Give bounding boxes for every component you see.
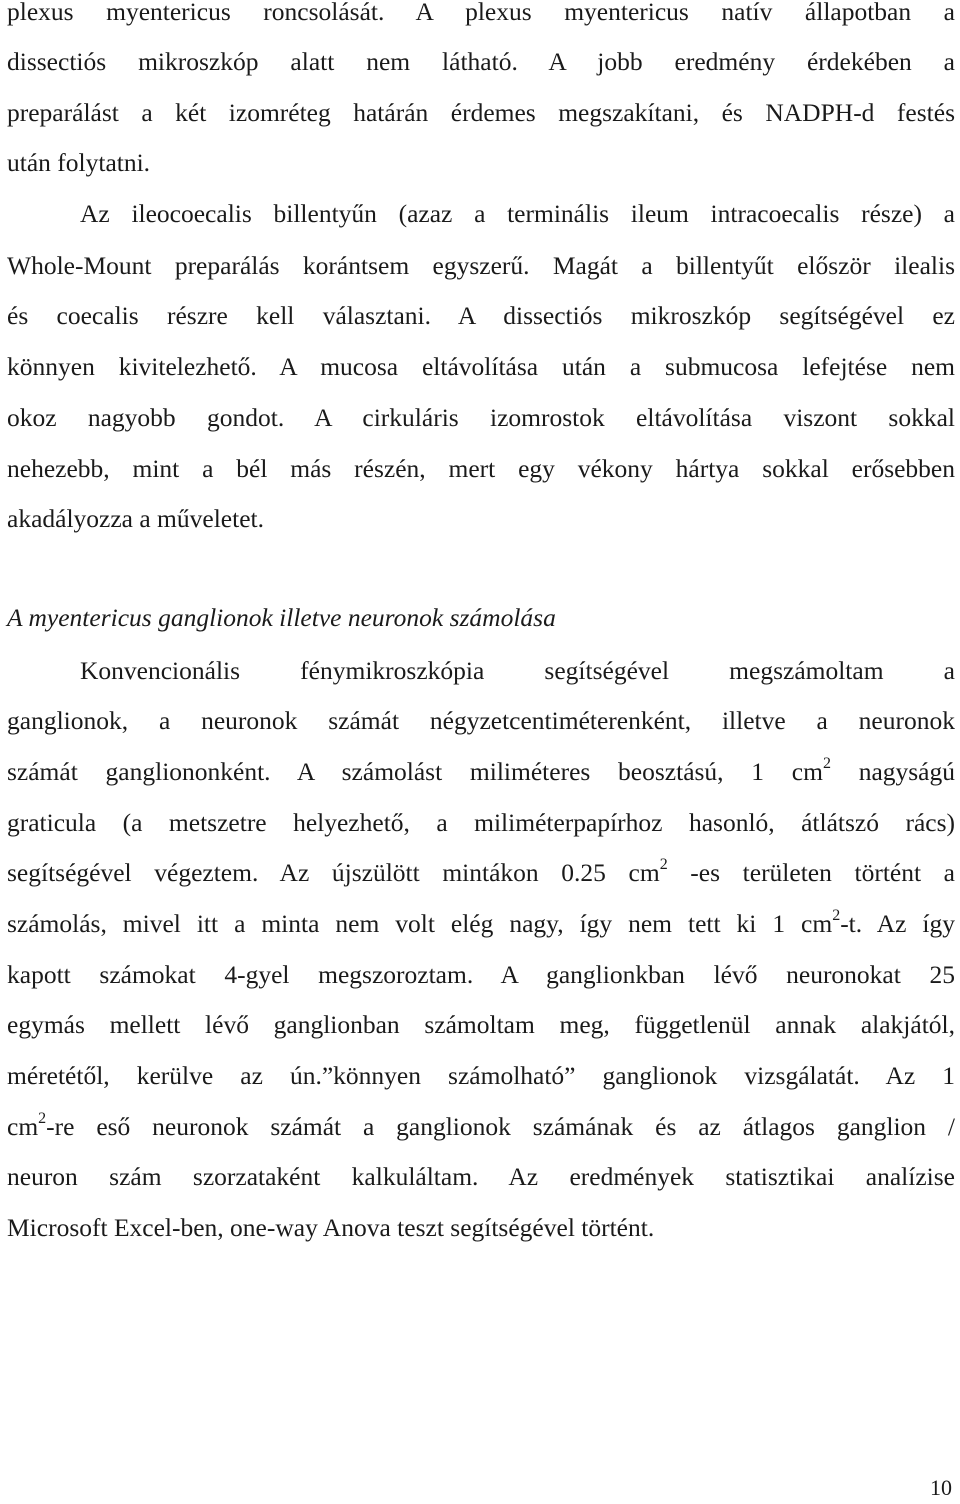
text-line: preparálást a két izomréteg határán érdemes megszakítani, és NADPH-d festés xyxy=(7,98,955,127)
text-segment: számolás, mivel itt a minta nem volt elég nagy, így nem tett ki 1 cm xyxy=(7,909,833,938)
text-line xyxy=(7,908,955,940)
text-line xyxy=(7,857,955,889)
page-number: 10 xyxy=(930,1475,952,1500)
text-line: dissectiós mikroszkóp alatt nem látható. A jobb eredmény érdekében a xyxy=(7,47,955,76)
text-line: méretétől, kerülve az ún.”könnyen számolható” ganglionok vizsgálatát. Az 1 xyxy=(7,1061,955,1090)
text-line: plexus myentericus roncsolását. A plexus myentericus natív állapotban a xyxy=(7,0,955,26)
text-line: akadályozza a műveletet. xyxy=(7,504,264,533)
text-segment: számát gangliononként. A számolást miliméteres beosztású, 1 cm xyxy=(7,757,823,786)
text-segment: nagyságú xyxy=(830,757,956,786)
text-line: Microsoft Excel-ben, one-way Anova teszt segítségével történt. xyxy=(7,1213,655,1242)
text-line: kapott számokat 4-gyel megszoroztam. A ganglionkban lévő neuronokat 25 xyxy=(7,960,955,989)
text-line: Konvencionális fénymikroszkópia segítségével megszámoltam a xyxy=(80,656,955,685)
text-line: egymás mellett lévő ganglionban számoltam meg, függetlenül annak alakjától, xyxy=(7,1010,955,1039)
superscript: 2 xyxy=(659,856,668,873)
text-segment: -es területen történt a xyxy=(667,858,955,887)
superscript: 2 xyxy=(822,755,831,772)
text-segment: cm xyxy=(7,1112,39,1141)
text-segment: -t. Az így xyxy=(840,909,955,938)
text-line xyxy=(7,1111,955,1143)
text-segment: -re eső neuronok számát a ganglionok számának és az átlagos ganglion / xyxy=(46,1112,955,1141)
superscript: 2 xyxy=(38,1110,47,1127)
text-segment: segítségével végeztem. Az újszülött mintákon 0.25 cm xyxy=(7,858,660,887)
text-line: Az ileocoecalis billentyűn (azaz a terminális ileum intracoecalis része) a xyxy=(80,199,955,228)
text-line: neuron szám szorzataként kalkuláltam. Az eredmények statisztikai analízise xyxy=(7,1162,955,1191)
text-line: után folytatni. xyxy=(7,148,151,177)
text-line: okoz nagyobb gondot. A cirkuláris izomrostok eltávolítása viszont sokkal xyxy=(7,403,955,432)
text-line: nehezebb, mint a bél más részén, mert egy vékony hártya sokkal erősebben xyxy=(7,454,955,483)
text-line xyxy=(7,756,955,788)
section-heading: A myentericus ganglionok illetve neuronok számolása xyxy=(7,603,556,632)
text-line: ganglionok, a neuronok számát négyzetcentiméterenként, illetve a neuronok xyxy=(7,706,955,735)
superscript: 2 xyxy=(832,907,841,924)
text-line: Whole-Mount preparálás korántsem egyszerű. Magát a billentyűt először ilealis xyxy=(7,251,955,280)
text-line: graticula (a metszetre helyezhető, a miliméterpapírhoz hasonló, átlátszó rács) xyxy=(7,808,955,837)
text-line: könnyen kivitelezhető. A mucosa eltávolítása után a submucosa lefejtése nem xyxy=(7,352,955,381)
text-line: és coecalis részre kell választani. A dissectiós mikroszkóp segítségével ez xyxy=(7,301,955,330)
